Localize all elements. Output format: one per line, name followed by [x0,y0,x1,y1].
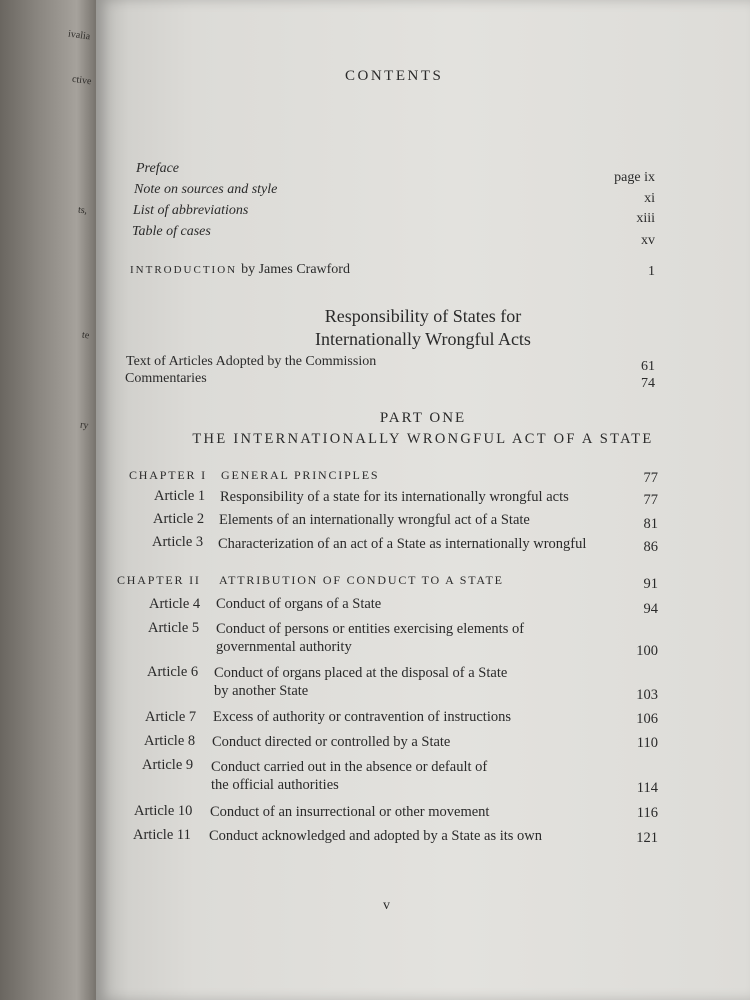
left-facing-page [0,0,96,1000]
page-title: CONTENTS [345,68,444,84]
article-title: Conduct acknowledged and adopted by a State as its own [209,828,543,844]
page-number: v [383,898,390,913]
article-label: Article 11 [133,827,191,843]
chapter-title: ATTRIBUTION OF CONDUCT TO A STATE [219,573,504,587]
article-page: 106 [636,711,658,727]
article-page: 94 [643,601,658,617]
article-label: Article 2 [153,511,205,527]
article-title: Conduct of organs of a State [216,596,382,612]
article-label: Article 1 [154,488,206,504]
toc-entry-page: 61 [641,359,655,374]
article-page: 116 [636,805,658,821]
article-title-continued: by another State [214,683,309,699]
toc-entry-title: Preface [136,161,180,176]
toc-entry-page: xi [644,191,655,206]
article-title: Conduct directed or controlled by a State [212,734,451,750]
article-page: 86 [643,539,658,555]
toc-entry-page: 74 [641,376,655,391]
article-title: Elements of an internationally wrongful act of a State [219,512,530,528]
article-page: 114 [636,780,658,796]
article-title: Conduct of organs placed at the disposal of a State [214,665,508,681]
article-title: Conduct carried out in the absence or default of [211,759,488,775]
chapter-page: 77 [643,470,658,486]
article-label: Article 5 [148,620,200,636]
article-label: Article 6 [147,664,199,680]
left-page-fragment: ts, [77,204,88,217]
toc-entry-page: xiii [636,211,655,226]
contents-page [96,0,750,1000]
chapter-label: CHAPTER II [117,573,201,587]
article-page: 110 [636,735,658,751]
left-page-fragment: ry [79,419,90,432]
article-page: 81 [643,516,658,532]
toc-entry-page: xv [641,233,655,248]
section-title-line: Responsibility of States for [324,306,522,326]
article-label: Article 8 [144,733,196,749]
left-page-fragment: te [81,329,90,342]
article-page: 121 [636,830,658,846]
toc-entry-title: Note on sources and style [134,182,278,197]
introduction-label: INTRODUCTION [130,264,238,276]
chapter-page: 91 [643,576,658,592]
introduction-author: by James Crawford [241,262,350,277]
part-title: THE INTERNATIONALLY WRONGFUL ACT OF A STATE [192,431,654,447]
article-title-continued: the official authorities [211,777,339,793]
article-label: Article 10 [134,803,193,819]
article-label: Article 7 [145,709,197,725]
article-title: Conduct of persons or entities exercising elements of [216,621,525,637]
article-label: Article 3 [152,534,204,550]
left-page-fragment: ivalia [67,28,91,43]
toc-entry-title: Text of Articles Adopted by the Commission [126,354,377,369]
article-title-continued: governmental authority [216,639,352,655]
article-label: Article 4 [149,596,201,612]
chapter-title: GENERAL PRINCIPLES [221,468,380,482]
article-title: Conduct of an insurrectional or other movement [210,804,490,820]
section-title-line: Internationally Wrongful Acts [315,329,531,349]
article-page: 100 [636,643,658,659]
article-label: Article 9 [142,757,194,773]
part-label: PART ONE [379,410,467,426]
toc-entry-title: List of abbreviations [133,203,249,218]
article-title: Excess of authority or contravention of instructions [213,709,511,725]
toc-introduction [130,260,350,278]
left-page-fragment: ctive [71,73,93,88]
article-title: Responsibility of a state for its internationally wrongful acts [220,489,569,505]
chapter-label: CHAPTER I [129,468,207,482]
toc-entry-title: Commentaries [125,371,207,386]
article-page: 77 [643,492,658,508]
article-title: Characterization of an act of a State as internationally wrongful [218,536,587,552]
toc-entry-page: page ix [614,170,655,185]
toc-entry-page: 1 [648,264,655,279]
article-page: 103 [636,687,658,703]
toc-entry-title: Table of cases [132,224,211,239]
